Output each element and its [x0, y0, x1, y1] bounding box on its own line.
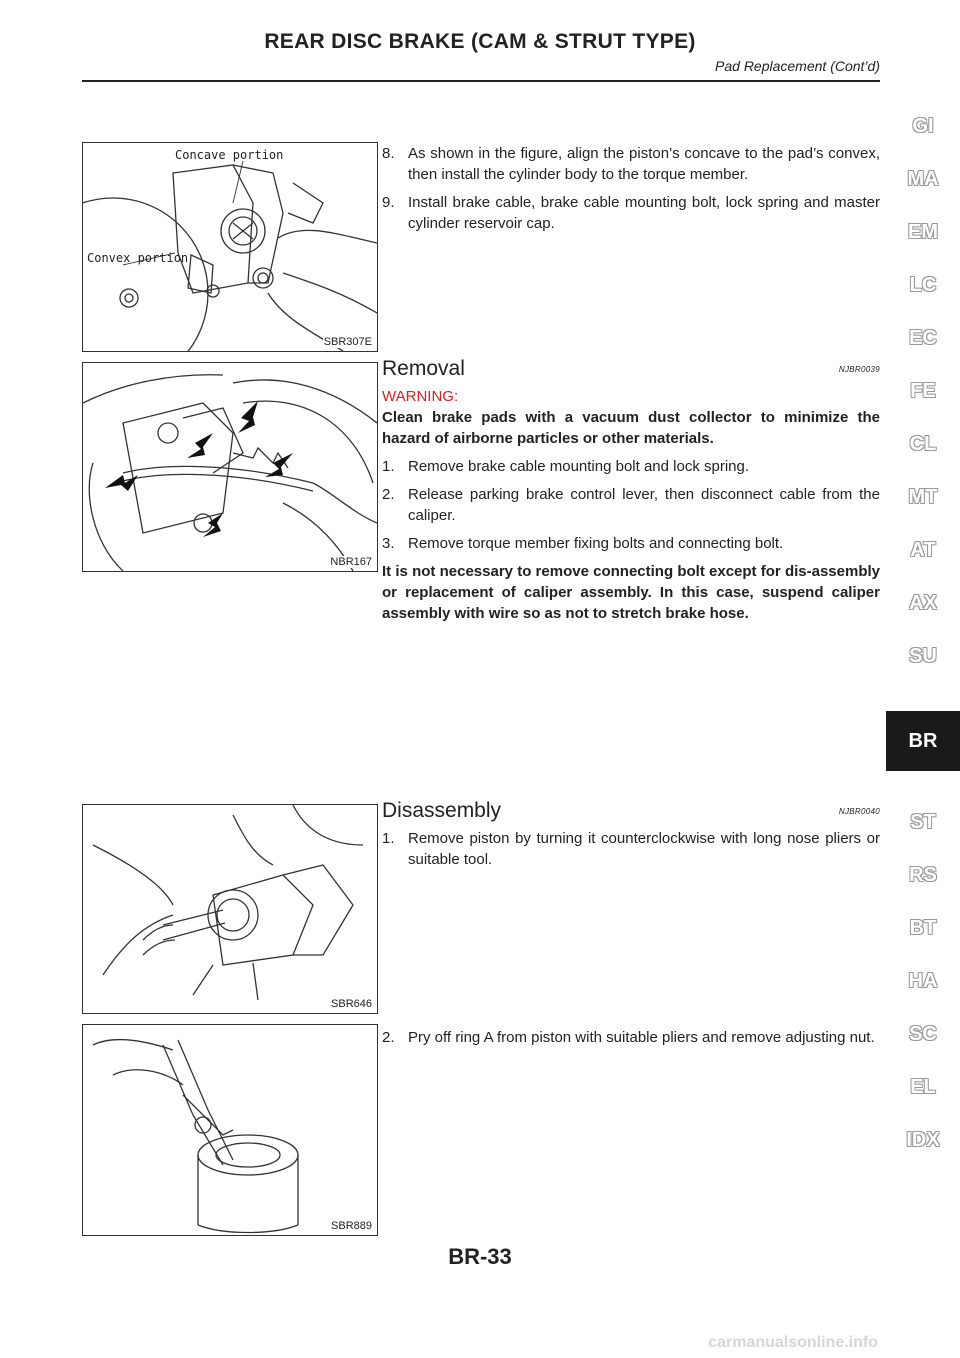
step-number: 2.	[382, 486, 395, 503]
section-heading	[382, 800, 880, 826]
disassembly-step-2	[382, 1027, 880, 1055]
tab-fe[interactable]: FE	[910, 380, 936, 402]
step-text: Install brake cable, brake cable mounting bolt, lock spring and master cylinder reservoir cap.	[408, 194, 880, 232]
tab-idx[interactable]: IDX	[906, 1129, 940, 1151]
step-item	[382, 1027, 880, 1048]
step-text: As shown in the figure, align the piston’s concave to the pad’s convex, then install the cylinder body to the torque member.	[408, 145, 880, 183]
step-number: 9.	[382, 194, 395, 211]
step-number: 1.	[382, 830, 395, 847]
step-text: Remove torque member fixing bolts and connecting bolt.	[408, 535, 784, 552]
tab-ma[interactable]: MA	[907, 168, 939, 190]
tab-ha[interactable]: HA	[908, 970, 938, 992]
figure-label: SBR889	[331, 1220, 372, 1232]
step-item	[382, 143, 880, 185]
callout-convex: Convex portion	[87, 251, 189, 265]
header-divider	[82, 80, 880, 82]
step-text: Pry off ring A from piston with suitable pliers and remove adjusting nut.	[408, 1029, 875, 1046]
tab-ec[interactable]: EC	[909, 327, 937, 349]
figure-nbr167	[82, 362, 378, 572]
tab-gi[interactable]: GI	[912, 115, 934, 137]
figure-label: NBR167	[330, 556, 372, 568]
step-item	[382, 828, 880, 870]
step-number: 1.	[382, 458, 395, 475]
step-number: 2.	[382, 1029, 395, 1046]
step-item	[382, 192, 880, 234]
figure-sbr646	[82, 804, 378, 1014]
tab-lc[interactable]: LC	[909, 274, 937, 296]
step-item	[382, 533, 880, 554]
warning-text: Clean brake pads with a vacuum dust collector to minimize the hazard of airborne particles or other materials.	[382, 409, 880, 447]
watermark-text: carmanualsonline.info	[708, 1334, 878, 1351]
step-text: Release parking brake control lever, then disconnect cable from the caliper.	[408, 486, 880, 524]
page-subtitle: Pad Replacement (Cont’d)	[715, 58, 880, 74]
tab-bt[interactable]: BT	[909, 917, 937, 939]
caliper-removal-illustration	[83, 363, 377, 571]
step-number: 3.	[382, 535, 395, 552]
tab-sc[interactable]: SC	[909, 1023, 937, 1045]
warning-label: WARNING:	[382, 388, 459, 405]
tab-em[interactable]: EM	[908, 221, 938, 243]
page-title: REAR DISC BRAKE (CAM & STRUT TYPE)	[264, 30, 696, 53]
callout-concave: Concave portion	[175, 148, 284, 162]
section-code: NJBR0039	[838, 365, 880, 374]
step-number: 8.	[382, 145, 395, 162]
tab-st[interactable]: ST	[910, 811, 936, 833]
ring-removal-illustration	[83, 1025, 377, 1235]
tab-el[interactable]: EL	[910, 1076, 936, 1098]
section-code: NJBR0040	[838, 807, 880, 816]
section-title-text: Disassembly	[382, 799, 502, 822]
section-title-text: Removal	[382, 357, 465, 380]
step-text: Remove brake cable mounting bolt and lock spring.	[408, 458, 750, 475]
step-text: Remove piston by turning it counterclockwise with long nose pliers or suitable tool.	[408, 830, 880, 868]
figure-sbr307e	[82, 142, 378, 352]
section-heading	[382, 358, 880, 384]
tab-mt[interactable]: MT	[908, 486, 938, 508]
removal-section	[382, 358, 880, 624]
tab-su[interactable]: SU	[909, 645, 937, 667]
tab-at[interactable]: AT	[910, 539, 936, 561]
step-item	[382, 484, 880, 526]
pad-replacement-steps	[382, 143, 880, 241]
tab-br[interactable]: BR	[886, 711, 960, 771]
caliper-alignment-illustration	[83, 143, 377, 351]
step-item	[382, 456, 880, 477]
tab-cl[interactable]: CL	[909, 433, 937, 455]
figure-sbr889	[82, 1024, 378, 1236]
piston-removal-illustration	[83, 805, 377, 1013]
figure-label: SBR646	[331, 998, 372, 1010]
page-number: BR-33	[448, 1244, 512, 1269]
removal-note: It is not necessary to remove connecting bolt except for dis-assembly or replacement of caliper assembly. In this case, suspend caliper assembly with wire so as not to stretch brake hose.	[382, 563, 880, 622]
disassembly-section	[382, 800, 880, 877]
figure-label: SBR307E	[323, 336, 372, 348]
tab-rs[interactable]: RS	[909, 864, 937, 886]
tab-ax[interactable]: AX	[909, 592, 937, 614]
